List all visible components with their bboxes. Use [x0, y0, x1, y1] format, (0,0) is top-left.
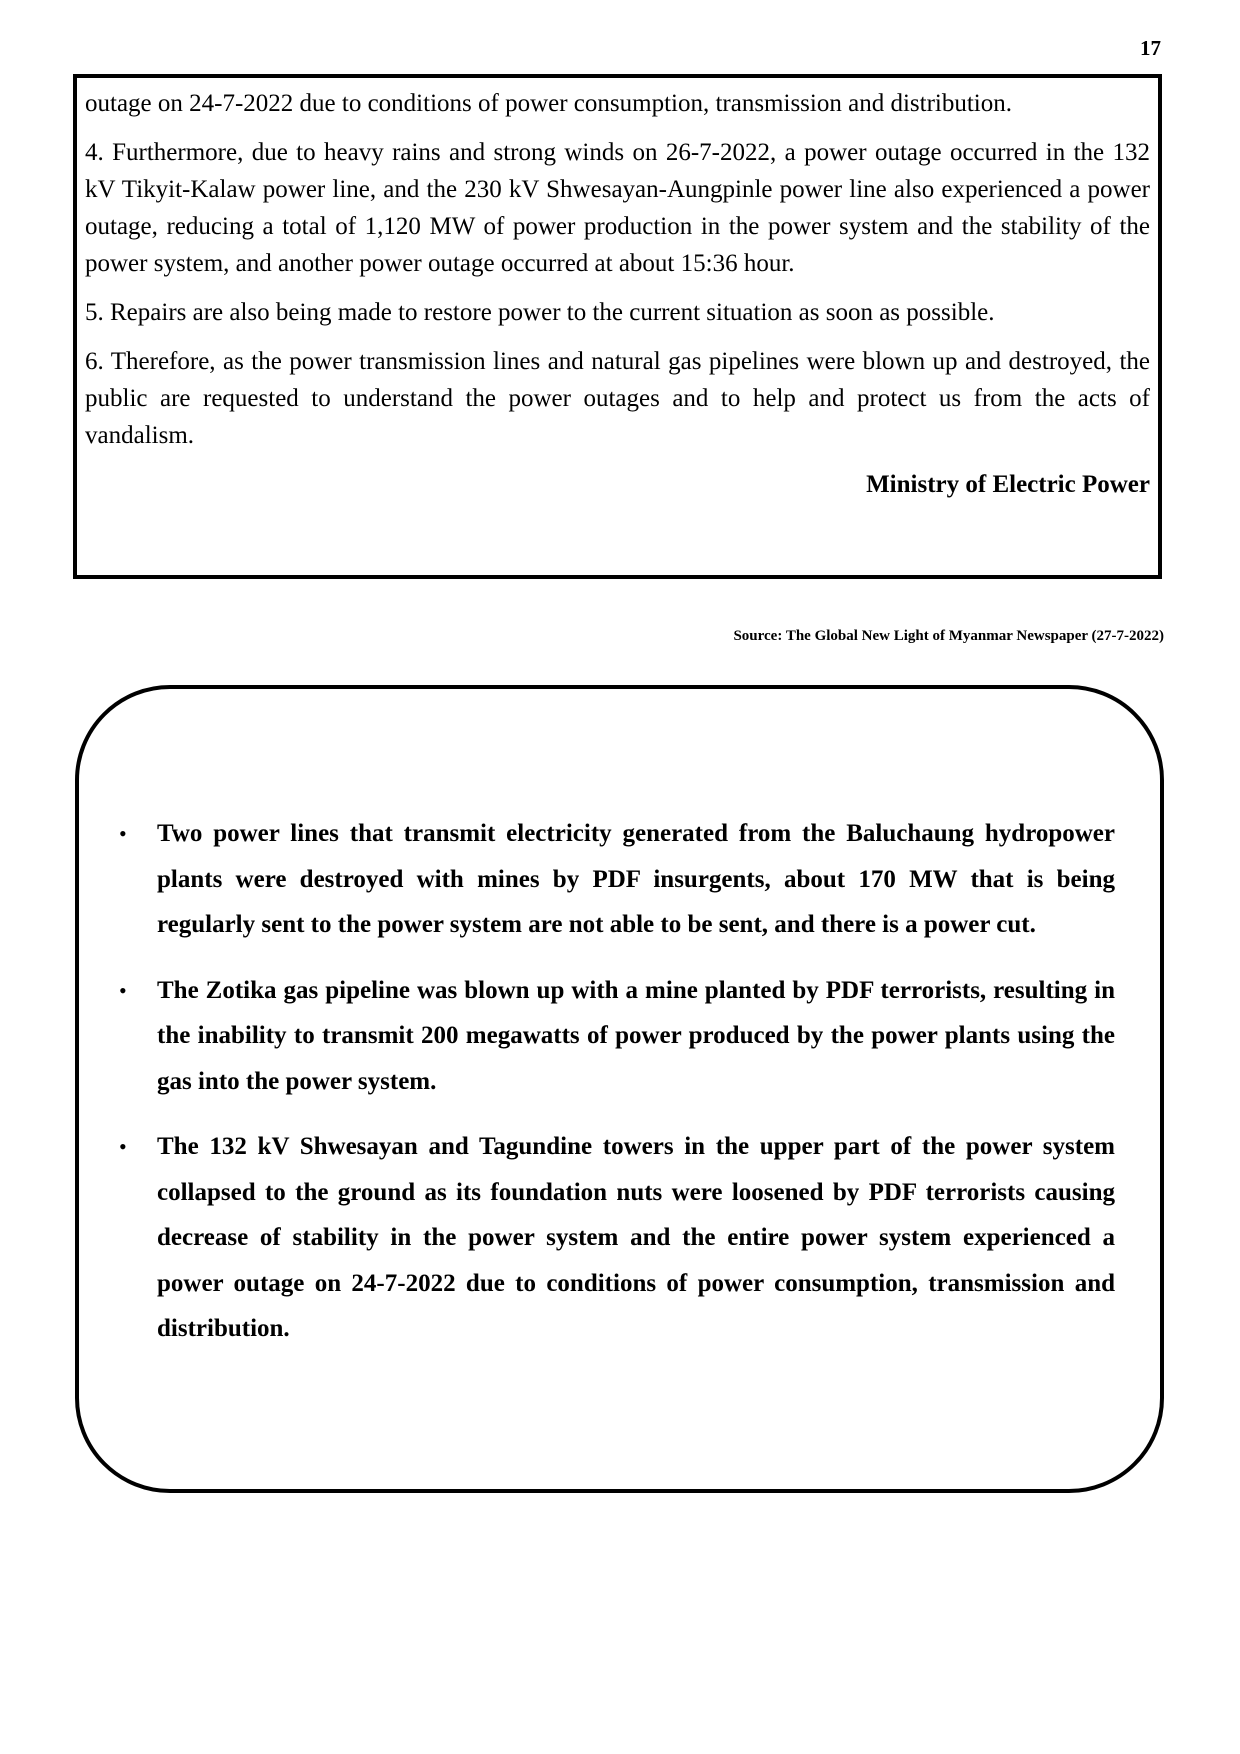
list-item	[79, 1124, 1160, 1352]
notice-paragraph-6: 6. Therefore, as the power transmission lines and natural gas pipelines were blown up and destroyed, the public are requested to understand the power outages and to help and protect us from the acts of vandalism.	[85, 348, 1150, 449]
notice-paragraph-continuation: outage on 24-7-2022 due to conditions of power consumption, transmission and distribution.	[85, 90, 1012, 117]
bullet-icon: •	[119, 977, 127, 1003]
summary-box	[75, 685, 1164, 1493]
summary-bullet-list	[79, 811, 1160, 1372]
notice-box	[73, 74, 1162, 579]
bullet-icon: •	[119, 1134, 127, 1159]
bullet-text: The 132 kV Shwesayan and Tagundine towers in the upper part of the power system collapsed to the ground as its foundation nuts were loosened by PDF terrorists causing decrease of stability in the power system and the entire power system experienced a power outage on 24-7-2022 due to conditions of power consumption, transmission and distribution.	[157, 1133, 1115, 1342]
list-item	[79, 811, 1160, 948]
bullet-text: The Zotika gas pipeline was blown up with a mine planted by PDF terrorists, resulting in the inability to transmit 200 megawatts of power produced by the power plants using the gas into the power system.	[157, 976, 1115, 1095]
source-citation: Source: The Global New Light of Myanmar Newspaper (27-7-2022)	[733, 628, 1164, 644]
list-item	[79, 968, 1160, 1105]
notice-paragraph-4: 4. Furthermore, due to heavy rains and strong winds on 26-7-2022, a power outage occurred in the 132 kV Tikyit-Kalaw power line, and the 230 kV Shwesayan-Aungpinle power line also experienced a power outage, reducing a total of 1,120 MW of power production in the power system and the stability of the power system, and another power outage occurred at about 15:36 hour.	[85, 139, 1150, 277]
page-number: 17	[1140, 36, 1161, 60]
bullet-text: Two power lines that transmit electricity generated from the Baluchaung hydropower plants were destroyed with mines by PDF insurgents, about 170 MW that is being regularly sent to the power system are not able to be sent, and there is a power cut.	[157, 820, 1115, 938]
notice-signature: Ministry of Electric Power	[866, 471, 1150, 498]
notice-paragraph-5: 5. Repairs are also being made to restore power to the current situation as soon as possible.	[85, 299, 995, 326]
bullet-icon: •	[119, 821, 127, 846]
